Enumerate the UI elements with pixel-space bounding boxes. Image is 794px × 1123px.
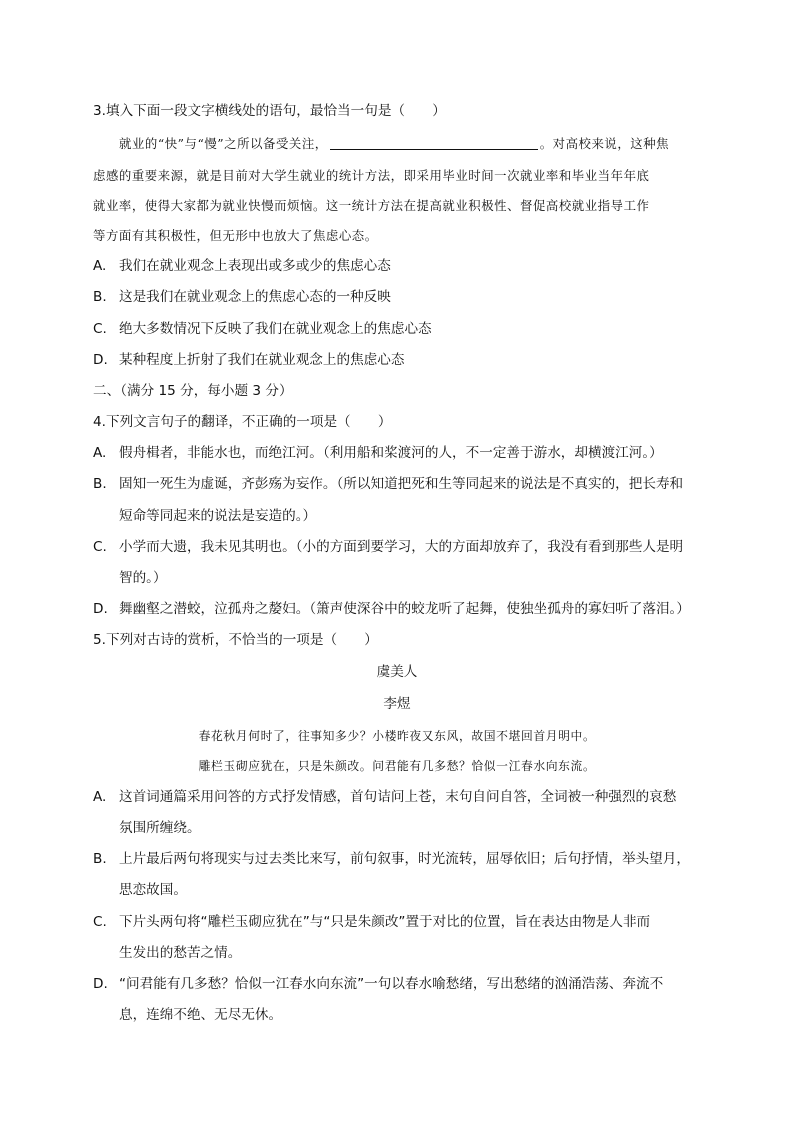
- q4-option-b-continued: 短命等同起来的说法是妄造的。）: [119, 508, 317, 524]
- section-heading: 二、（满分 15 分，每小题 3 分）: [93, 383, 293, 399]
- option-text: 绝大多数情况下反映了我们在就业观念上的焦虑心态: [119, 321, 432, 337]
- option-text: 这是我们在就业观念上的焦虑心态的一种反映: [119, 289, 391, 305]
- q3-passage-line1: [119, 134, 669, 154]
- option-letter: C.: [93, 321, 107, 337]
- option-letter: D.: [93, 601, 108, 617]
- q5-option-c-continued: 生发出的愁苦之情。: [119, 945, 242, 961]
- q5-option-d-continued: 息，连绵不绝、无尽无休。: [119, 1007, 283, 1023]
- option-letter: C.: [93, 914, 107, 930]
- option-letter: D.: [93, 976, 108, 992]
- q3-passage-line1-after: 。对高校来说，这种焦: [539, 136, 670, 151]
- poem-author: 李煜: [383, 696, 411, 712]
- option-letter: B.: [93, 851, 107, 867]
- option-text: “问君能有几多愁？恰似一江春水向东流”一句以春水喻愁绪，写出愁绪的汹涌浩荡、奔流不: [119, 976, 664, 992]
- option-text: 固知一死生为虚诞，齐彭殇为妄作。（所以知道把死和生等同起来的说法是不真实的，把长寿和: [119, 476, 684, 492]
- poem-title: 虞美人: [376, 664, 418, 680]
- option-text: 舞幽壑之潜蛟，泣孤舟之嫠妇。（箫声使深谷中的蛟龙听了起舞，使独坐孤舟的寡妇听了落泪。）: [119, 601, 690, 617]
- option-letter: A.: [93, 445, 107, 461]
- option-letter: C.: [93, 539, 107, 555]
- q5-option-a-continued: 氛围所缠绕。: [119, 820, 201, 836]
- fill-in-blank: [330, 136, 538, 150]
- poem-line-2: 雕栏玉砌应犹在，只是朱颜改。问君能有几多愁？恰似一江春水向东流。: [198, 759, 596, 773]
- q5-stem: 5.下列对古诗的赏析，不恰当的一项是（ ）: [93, 632, 378, 648]
- q3-passage-line1-before: 就业的“快”与“慢”之所以备受关注，: [119, 136, 328, 151]
- option-text: 某种程度上折射了我们在就业观念上的焦虑心态: [119, 352, 405, 368]
- q3-stem: 3.填入下面一段文字横线处的语句，最恰当一句是（ ）: [93, 103, 446, 119]
- q5-option-b-continued: 思恋故国。: [119, 882, 187, 898]
- option-letter: A.: [93, 258, 107, 274]
- poem-line-1: 春花秋月何时了，往事知多少？小楼昨夜又东风，故国不堪回首月明中。: [198, 729, 596, 743]
- q4-option-c-continued: 智的。）: [119, 570, 167, 586]
- option-letter: A.: [93, 789, 107, 805]
- option-text: 假舟楫者，非能水也，而绝江河。（利用船和桨渡河的人，不一定善于游水，却横渡江河。）: [119, 445, 663, 461]
- option-letter: B.: [93, 289, 107, 305]
- option-text: 下片头两句将“雕栏玉砌应犹在”与“只是朱颜改”置于对比的位置，旨在表达由物是人非而: [119, 914, 651, 930]
- q3-passage-line3: 就业率，使得大家都为就业快慢而烦恼。这一统计方法在提高就业积极性、督促高校就业指导工作: [93, 198, 650, 213]
- option-text: 小学而大遗，我未见其明也。（小的方面到要学习，大的方面却放弃了，我没有看到那些人是明: [119, 539, 684, 555]
- q3-passage-line2: 虑感的重要来源，就是目前对大学生就业的统计方法，即采用毕业时间一次就业率和毕业当年年底: [93, 168, 650, 183]
- option-text: 上片最后两句将现实与过去类比来写，前句叙事，时光流转，屈辱依旧；后句抒情，举头望月，: [119, 851, 690, 867]
- q4-stem: 4.下列文言句子的翻译，不正确的一项是（ ）: [93, 414, 392, 430]
- option-text: 我们在就业观念上表现出或多或少的焦虑心态: [119, 258, 391, 274]
- option-text: 这首词通篇采用问答的方式抒发情感，首句诘问上苍，末句自问自答，全词被一种强烈的哀愁: [119, 789, 677, 805]
- option-letter: D.: [93, 352, 108, 368]
- q3-passage-line4: 等方面有其积极性，但无形中也放大了焦虑心态。: [93, 228, 378, 243]
- option-letter: B.: [93, 476, 107, 492]
